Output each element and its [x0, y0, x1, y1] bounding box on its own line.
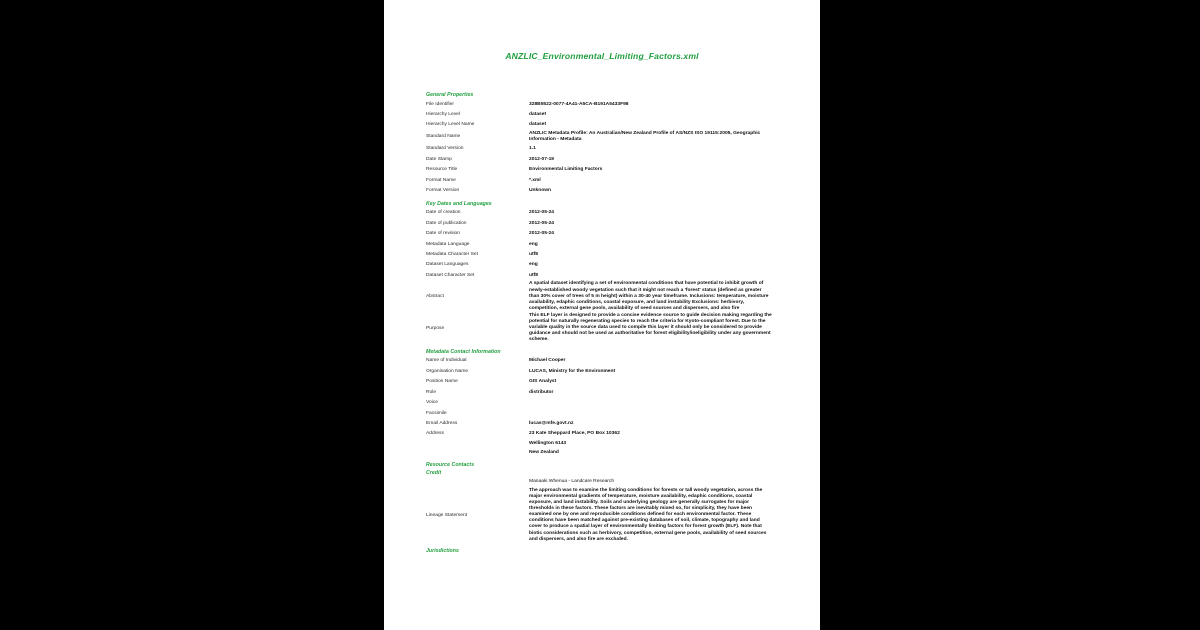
field-value: 328B5522-0077-4A41-A5CA-B191A5433F98 — [529, 101, 629, 107]
field-file-identifier — [426, 100, 806, 109]
field-value: *.xml — [529, 177, 541, 183]
field-label: Date of publication — [426, 220, 467, 226]
field-value[interactable]: lucas@mfe.govt.nz — [529, 420, 574, 426]
field-value: dataset — [529, 111, 547, 117]
field-label: Date Stamp — [426, 156, 452, 162]
field-role — [426, 388, 806, 397]
metadata-report-body — [426, 92, 806, 555]
field-value: GIS Analyst — [529, 379, 557, 385]
field-label: Standard Name — [426, 134, 461, 140]
field-label: Facsimile — [426, 410, 447, 416]
page-title: ANZLIC_Environmental_Limiting_Factors.xml — [505, 51, 699, 61]
field-label: Purpose — [426, 325, 445, 331]
field-organisation-name — [426, 367, 806, 376]
field-value: eng — [529, 241, 538, 247]
field-value: 2012-07-19 — [529, 156, 555, 162]
field-dataset-character-set — [426, 271, 806, 280]
field-label: Position Name — [426, 379, 458, 385]
field-value — [529, 429, 806, 457]
field-name-of-individual — [426, 356, 806, 365]
field-label: Name of Individual — [426, 358, 467, 364]
field-credit — [426, 477, 806, 486]
field-value: A spatial dataset identifying a set of environmental conditions that have potential to inhibit growth of newly-established woody vegetation such that it might not reach a 'forest' status (defined as greater than 30% cover of trees of 5 m height) within a 30-40 year timeframe. Inclusions: temperature, moisture availability, edaphic conditions, coastal exposure, and land instability Exclusions: herbivory, competition, external gene pools, availability of seed sources and dispersers, and also fire — [529, 281, 769, 311]
section-heading-metadata-contact-information: Metadata Contact Information — [426, 348, 501, 355]
field-value: Manaaki Whenua - Landcare Research — [529, 479, 615, 485]
field-format-name — [426, 176, 806, 185]
field-value: 2012-05-24 — [529, 231, 555, 237]
address-line: Wellington 6143 — [529, 440, 567, 446]
field-label: Hierarchy Level — [426, 111, 460, 117]
field-value: Unknown — [529, 188, 552, 194]
field-value: Michael Cooper — [529, 358, 566, 364]
field-value: LUCAS, Ministry for the Environment — [529, 368, 616, 374]
field-value: distributor — [529, 389, 554, 395]
field-email-address[interactable] — [426, 419, 806, 428]
field-date-of-publication — [426, 219, 806, 228]
field-label: Dataset Languages — [426, 262, 469, 268]
field-label: Date of creation — [426, 210, 461, 216]
field-standard-name — [426, 131, 806, 143]
field-label: Format Name — [426, 177, 456, 183]
field-label: Abstract — [426, 294, 444, 300]
field-dataset-languages — [426, 260, 806, 269]
address-line: New Zealand — [529, 450, 559, 456]
field-value: utf8 — [529, 272, 538, 278]
field-label: Voice — [426, 400, 438, 406]
field-value: 2012-05-24 — [529, 210, 555, 216]
field-abstract — [426, 281, 806, 311]
field-label: Dataset Character Set — [426, 272, 475, 278]
field-label: Address — [426, 431, 444, 437]
field-label: Format Version — [426, 188, 460, 194]
field-resource-title — [426, 165, 806, 174]
field-hierarchy-level-name — [426, 120, 806, 129]
field-date-of-creation — [426, 208, 806, 217]
field-facsimile — [426, 409, 806, 418]
field-hierarchy-level — [426, 110, 806, 119]
field-label: Email Address — [426, 420, 458, 426]
field-label: Standard Version — [426, 146, 464, 152]
document-page — [384, 0, 820, 630]
field-label: Lineage Statement — [426, 512, 468, 518]
field-metadata-character-set — [426, 250, 806, 259]
field-purpose — [426, 313, 806, 343]
section-heading-key-dates-and-languages: Key Dates and Languages — [426, 200, 492, 207]
field-label: Date of revision — [426, 231, 460, 237]
field-label: Organisation Name — [426, 368, 469, 374]
field-label: File Identifier — [426, 101, 454, 107]
field-metadata-language — [426, 240, 806, 249]
field-value: Environmental Limiting Factors — [529, 167, 603, 173]
section-heading-general-properties: General Properties — [426, 92, 474, 98]
field-value: The approach was to examine the limiting conditions for forests or tall woody vegetation, across the major environmental gradients of temperature, moisture availability, edaphic conditions, coastal exposure, and land instability. Soils and underlying geology are generally surrogates for major thresholds in these factors. These factors are inevitably mixed so, for simplicity, they have been examined one by one and reproducible conditions defined for each environmental factor. These conditions have been matched against pre-existing databases of soil, climate, topography and land cover to produce a spatial layer of environmentally limiting factors for forest growth (ELF). Note that biotic considerations such as herbivory, competition, external gene pools, availability of seed sources and dispersers, and also fire are excluded. — [529, 487, 767, 542]
field-value: eng — [529, 262, 538, 268]
section-heading-credit: Credit — [426, 469, 442, 476]
field-value: utf8 — [529, 252, 538, 257]
field-value: 1.1 — [529, 146, 536, 152]
field-label: Metadata Character Set — [426, 252, 478, 257]
field-date-of-revision — [426, 229, 806, 238]
section-heading-jurisdictions: Jurisdictions — [426, 547, 459, 554]
field-date-stamp — [426, 155, 806, 164]
field-value: ANZLIC Metadata Profile: An Australian/New Zealand Profile of AS/NZS ISO 19115:2005, Geographic Information - Metadata — [529, 130, 761, 143]
section-heading-resource-contacts: Resource Contacts — [426, 462, 475, 469]
field-value: 2012-05-24 — [529, 220, 555, 226]
field-standard-version — [426, 144, 806, 153]
field-label: Hierarchy Level Name — [426, 122, 475, 128]
field-value: This ELF layer is designed to provide a concise evidence source to guide decision making regarding the potential for naturally regenerating species to reach the criteria for Kyoto-compliant forest. Due to the variable quality in the source data used to compile this layer it should only be considered to provide guidance and should not be used as authoritative for forest eligibility/ineligibility under any government scheme. — [529, 313, 772, 343]
field-value: dataset — [529, 122, 547, 128]
field-position-name — [426, 377, 806, 386]
field-address — [426, 429, 806, 457]
field-label: Resource Title — [426, 167, 458, 173]
field-label: Role — [426, 389, 437, 395]
field-format-version — [426, 186, 806, 195]
field-label: Metadata Language — [426, 241, 470, 247]
field-voice — [426, 398, 806, 407]
address-line: 23 Kate Sheppard Place, PO Box 10362 — [529, 431, 620, 437]
field-lineage-statement — [426, 488, 806, 543]
